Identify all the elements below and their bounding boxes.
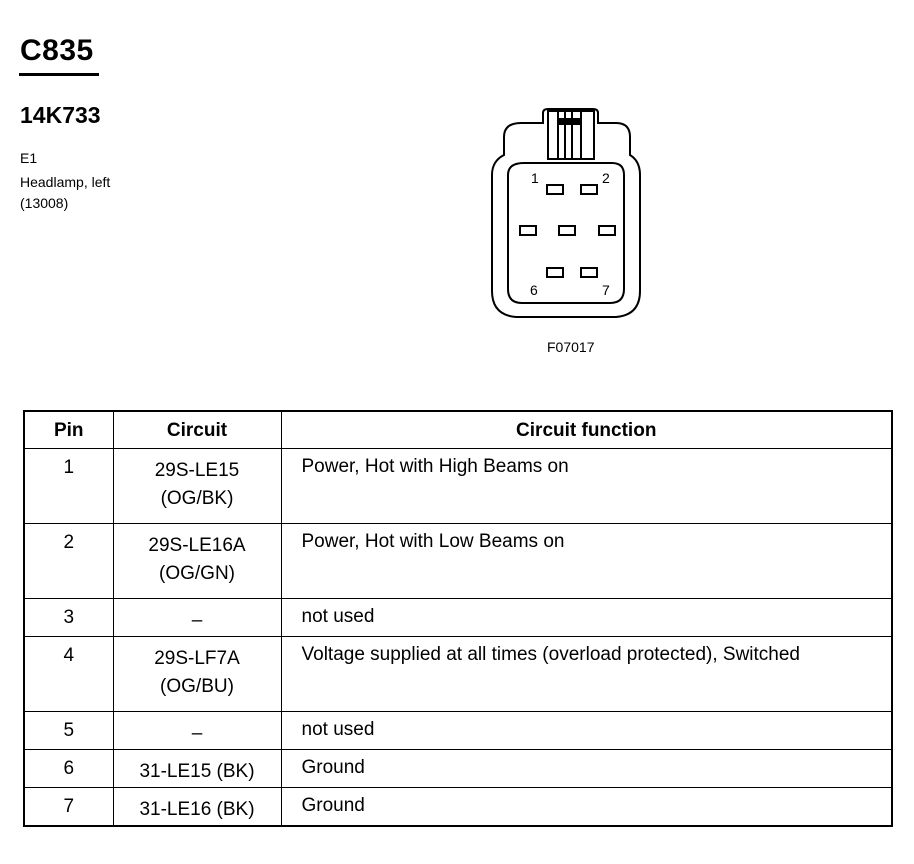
title-underline (19, 73, 99, 76)
function-cell: Ground (281, 788, 892, 827)
circuit-number: – (191, 723, 203, 744)
pin-cavity (599, 226, 615, 235)
circuit-cell (113, 599, 281, 637)
circuit-number: 31-LE16 (BK) (139, 799, 255, 820)
pin-cell: 6 (24, 750, 113, 788)
circuit-cell (113, 712, 281, 750)
circuit-number: 29S-LF7A (154, 648, 240, 669)
wire-color: (OG/BK) (160, 488, 234, 509)
pin-cavity (559, 226, 575, 235)
header-circuit: Circuit (113, 411, 281, 449)
connector-face-diagram (488, 103, 648, 329)
function-cell: Power, Hot with High Beams on (281, 449, 892, 524)
table-row (24, 637, 892, 712)
connector-description: Headlamp, left (20, 174, 111, 190)
part-number: 14K733 (20, 102, 101, 128)
function-cell: not used (281, 712, 892, 750)
pin-cell: 7 (24, 788, 113, 827)
pin-cavity (547, 268, 563, 277)
wire-color: (OG/BU) (160, 676, 234, 697)
pin-cell: 3 (24, 599, 113, 637)
figure-id: F07017 (547, 339, 595, 355)
table-row (24, 712, 892, 750)
table-row (24, 788, 892, 827)
circuit-cell (113, 637, 281, 712)
pin-cavity (547, 185, 563, 194)
pin-label-6: 6 (530, 282, 538, 298)
function-cell: not used (281, 599, 892, 637)
location-code: E1 (20, 150, 38, 166)
connector-reference: (13008) (20, 195, 69, 211)
pin-label-1: 1 (531, 170, 539, 186)
function-cell: Ground (281, 750, 892, 788)
header-pin: Pin (24, 411, 113, 449)
circuit-number: 29S-LE16A (148, 535, 246, 556)
circuit-cell (113, 449, 281, 524)
pin-label-2: 2 (602, 170, 610, 186)
circuit-number: 31-LE15 (BK) (139, 761, 255, 782)
function-cell: Power, Hot with Low Beams on (281, 524, 892, 599)
pin-table (23, 410, 893, 827)
table-header-row (24, 411, 892, 449)
circuit-number: – (191, 610, 203, 631)
table-row (24, 599, 892, 637)
circuit-cell (113, 750, 281, 788)
circuit-cell (113, 788, 281, 827)
pin-cavity (520, 226, 536, 235)
connector-id: C835 (20, 34, 94, 67)
pin-cell: 4 (24, 637, 113, 712)
header-circuit-function: Circuit function (281, 411, 892, 449)
pin-cell: 2 (24, 524, 113, 599)
table-row (24, 750, 892, 788)
wire-color: (OG/GN) (159, 563, 235, 584)
pin-label-7: 7 (602, 282, 610, 298)
circuit-cell (113, 524, 281, 599)
pin-cavity (581, 185, 597, 194)
circuit-number: 29S-LE15 (154, 460, 240, 481)
table-row (24, 449, 892, 524)
table-row (24, 524, 892, 599)
function-cell: Voltage supplied at all times (overload protected), Switched (281, 637, 892, 712)
pin-cell: 5 (24, 712, 113, 750)
pin-cell: 1 (24, 449, 113, 524)
pin-cavity (581, 268, 597, 277)
